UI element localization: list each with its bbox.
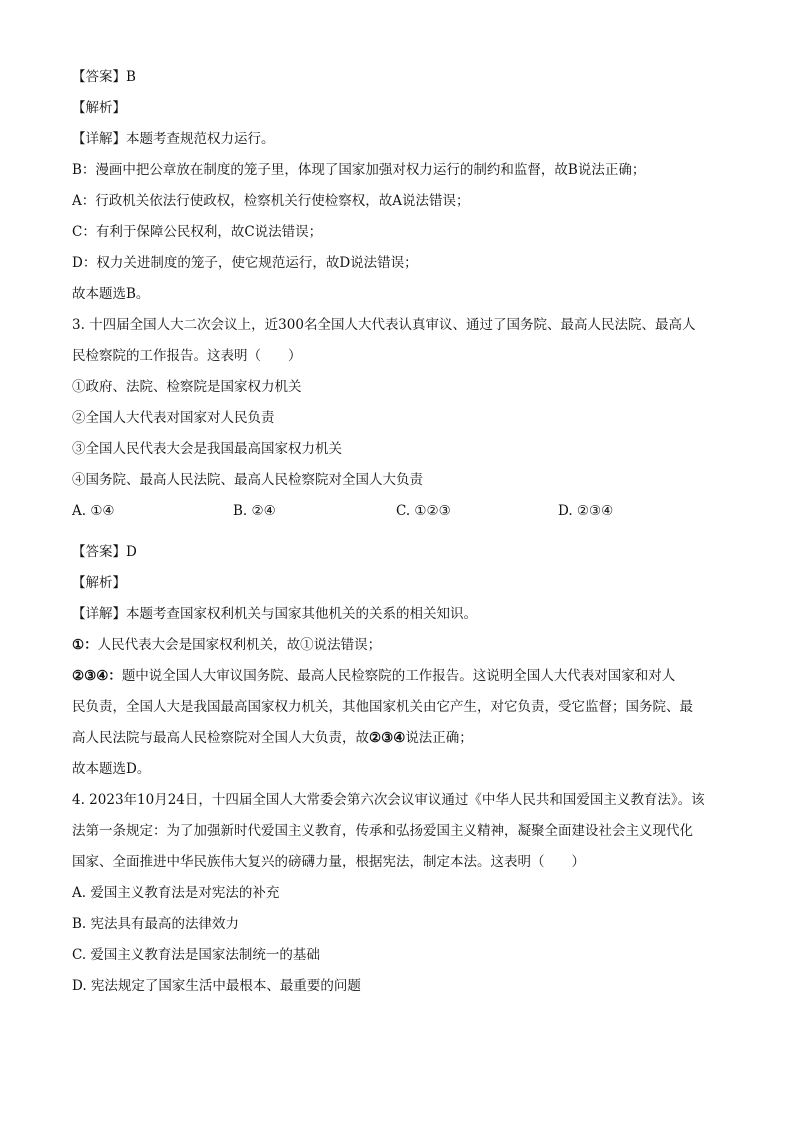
q3-conclusion: 故本题选D。 — [72, 761, 151, 777]
q3-option-c: C. ①②③ — [396, 503, 451, 519]
q3-point-2-line-1 — [72, 661, 724, 692]
q3-point-1-label: ①： — [72, 637, 98, 653]
q3-statement-3: ③全国人民代表大会是我国最高国家权力机关 — [72, 441, 342, 457]
q2-explanation-b: B：漫画中把公章放在制度的笼子里，体现了国家加强对权力运行的制约和监督，故B说法正确； — [72, 162, 646, 178]
q4-stem-line-3: 国家、全面推进中华民族伟大复兴的磅礴力量，根据宪法，制定本法。这表明（ ） — [72, 854, 585, 870]
q4-option-c: C. 爱国主义教育法是国家法制统一的基础 — [72, 947, 320, 963]
q3-statement-4: ④国务院、最高人民法院、最高人民检察院对全国人大负责 — [72, 472, 423, 488]
q3-stem-line-2: 民检察院的工作报告。这表明（ ） — [72, 348, 302, 364]
q4-stem-line-1: 4. 2023年10月24日，十四届全国人大常委会第六次会议审议通过《中华人民共和国爱国主义教育法》。该 — [72, 792, 705, 808]
q3-option-b: B. ②④ — [233, 503, 276, 519]
q3-point-1-text: 人民代表大会是国家权利机关，故①说法错误； — [97, 637, 382, 653]
q3-option-d: D. ②③④ — [558, 503, 614, 519]
q4-option-a: A. 爱国主义教育法是对宪法的补充 — [72, 885, 280, 901]
q2-explanation-c: C：有利于保障公民权利，故C说法错误； — [72, 224, 323, 240]
q2-conclusion: 故本题选B。 — [72, 286, 150, 302]
q3-point-2-text-1: 题中说全国人大审议国务院、最高人民检察院的工作报告。这说明全国人大代表对国家和对人 — [121, 668, 676, 684]
q2-explanation-a: A：行政机关依法行使政权，检察机关行使检察权，故A说法错误； — [72, 193, 470, 209]
q4-option-b: B. 宪法具有最高的法律效力 — [72, 916, 240, 932]
q2-analysis-heading: 【解析】 — [72, 100, 126, 116]
q3-detail: 【详解】本题考查国家权利机关与国家其他机关的关系的相关知识。 — [72, 606, 477, 622]
q3-point-2-text-3: 高人民法院与最高人民检察院对全国人大负责，故 — [72, 730, 369, 746]
document-page — [72, 62, 724, 1002]
q2-detail: 【详解】本题考查规范权力运行。 — [72, 131, 275, 147]
q2-answer: 【答案】B — [72, 69, 136, 85]
q3-analysis-heading: 【解析】 — [72, 575, 126, 591]
q2-explanation-d: D：权力关进制度的笼子，使它规范运行，故D说法错误； — [72, 255, 418, 271]
q3-stem-line-1: 3. 十四届全国人大二次会议上，近300名全国人大代表认真审议、通过了国务院、最高人民法院、最高人 — [72, 317, 696, 333]
q3-point-2-text-4: 说法正确； — [405, 730, 473, 746]
q3-statement-1: ①政府、法院、检察院是国家权力机关 — [72, 379, 302, 395]
q3-point-1 — [72, 630, 724, 661]
q3-statement-2: ②全国人大代表对国家对人民负责 — [72, 410, 275, 426]
q4-stem-line-2: 法第一条规定：为了加强新时代爱国主义教育，传承和弘扬爱国主义精神，凝聚全面建设社会主义现代化 — [72, 823, 693, 839]
q4-option-d: D. 宪法规定了国家生活中最根本、最重要的问题 — [72, 978, 361, 994]
q3-point-2-line-2: 民负责，全国人大是我国最高国家权力机关，其他国家机关由它产生，对它负责，受它监督；国务院、最 — [72, 699, 693, 715]
q3-point-2-label: ②③④： — [72, 668, 122, 684]
q3-option-a: A. ①④ — [72, 503, 115, 519]
q3-point-2-bold: ②③④ — [369, 730, 406, 746]
q3-answer: 【答案】D — [72, 544, 137, 560]
q3-options — [72, 496, 724, 527]
spacer — [72, 527, 724, 537]
q3-point-2-line-3 — [72, 723, 724, 754]
